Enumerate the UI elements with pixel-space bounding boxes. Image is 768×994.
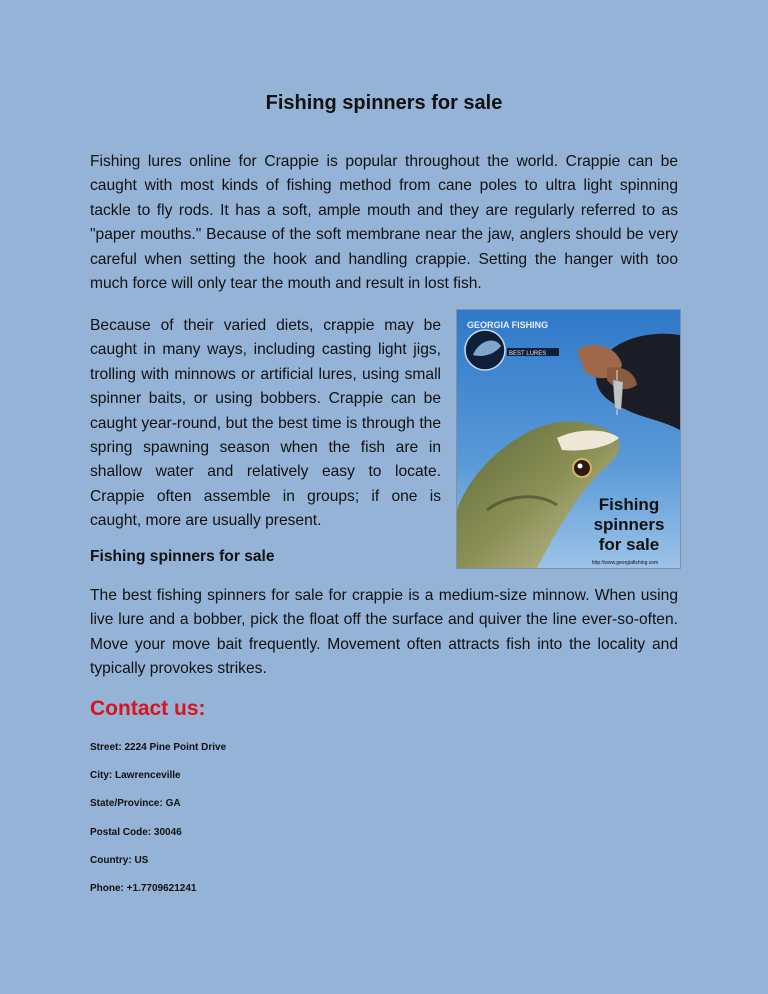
- contact-state: State/Province: GA: [90, 798, 181, 809]
- logo-text: GEORGIA FISHING: [467, 320, 549, 330]
- contact-city: City: Lawrenceville: [90, 770, 181, 781]
- page-title: Fishing spinners for sale: [265, 92, 503, 114]
- caption-line-2: spinners: [593, 515, 665, 534]
- intro-paragraph: Fishing lures online for Crappie is popular throughout the world. Crappie can be caught with most kinds of fishing method from cane poles to ultra light spinning tackle to fly rods. It has a soft, ample mouth and they are regularly referred to as "paper mouths." Because of the soft membrane near the jaw, anglers should be very careful when setting the hook and handling crappie. Setting the hanger with too much force will only tear the mouth and result in lost fish.: [90, 153, 678, 293]
- caption-line-1: Fishing: [598, 495, 660, 514]
- diet-paragraph: Because of their varied diets, crappie may be caught in many ways, including casting light jigs, trolling with minnows or artificial lures, using small spinner baits, or using bobbers. Crappie can be caught year-round, but the best time is through the spring spawning season when the fish are in shallow water and relatively easy to locate. Crappie often assemble in groups; if one is caught, more are usually present.: [90, 317, 441, 530]
- contact-country: Country: US: [90, 855, 149, 866]
- contact-street: Street: 2224 Pine Point Drive: [90, 742, 227, 753]
- fishing-spinner-image: [456, 309, 681, 569]
- logo-subtext: BEST LURES: [509, 351, 547, 357]
- contact-heading: Contact us:: [90, 697, 206, 720]
- image-url: http://www.georgiafishing.com: [591, 560, 659, 566]
- spinner-paragraph: The best fishing spinners for sale for crappie is a medium-size minnow. When using live lure and a bobber, pick the float off the surface and quiver the line ever-so-often. Move your move bait frequently. Movement often attracts fish into the locality and typically provokes strikes.: [90, 587, 678, 678]
- contact-phone: Phone: +1.7709621241: [90, 883, 197, 894]
- fish-eye: [573, 459, 591, 477]
- caption-line-3: for sale: [598, 535, 660, 554]
- section-subheading: Fishing spinners for sale: [90, 548, 275, 565]
- contact-postal-code: Postal Code: 30046: [90, 827, 182, 838]
